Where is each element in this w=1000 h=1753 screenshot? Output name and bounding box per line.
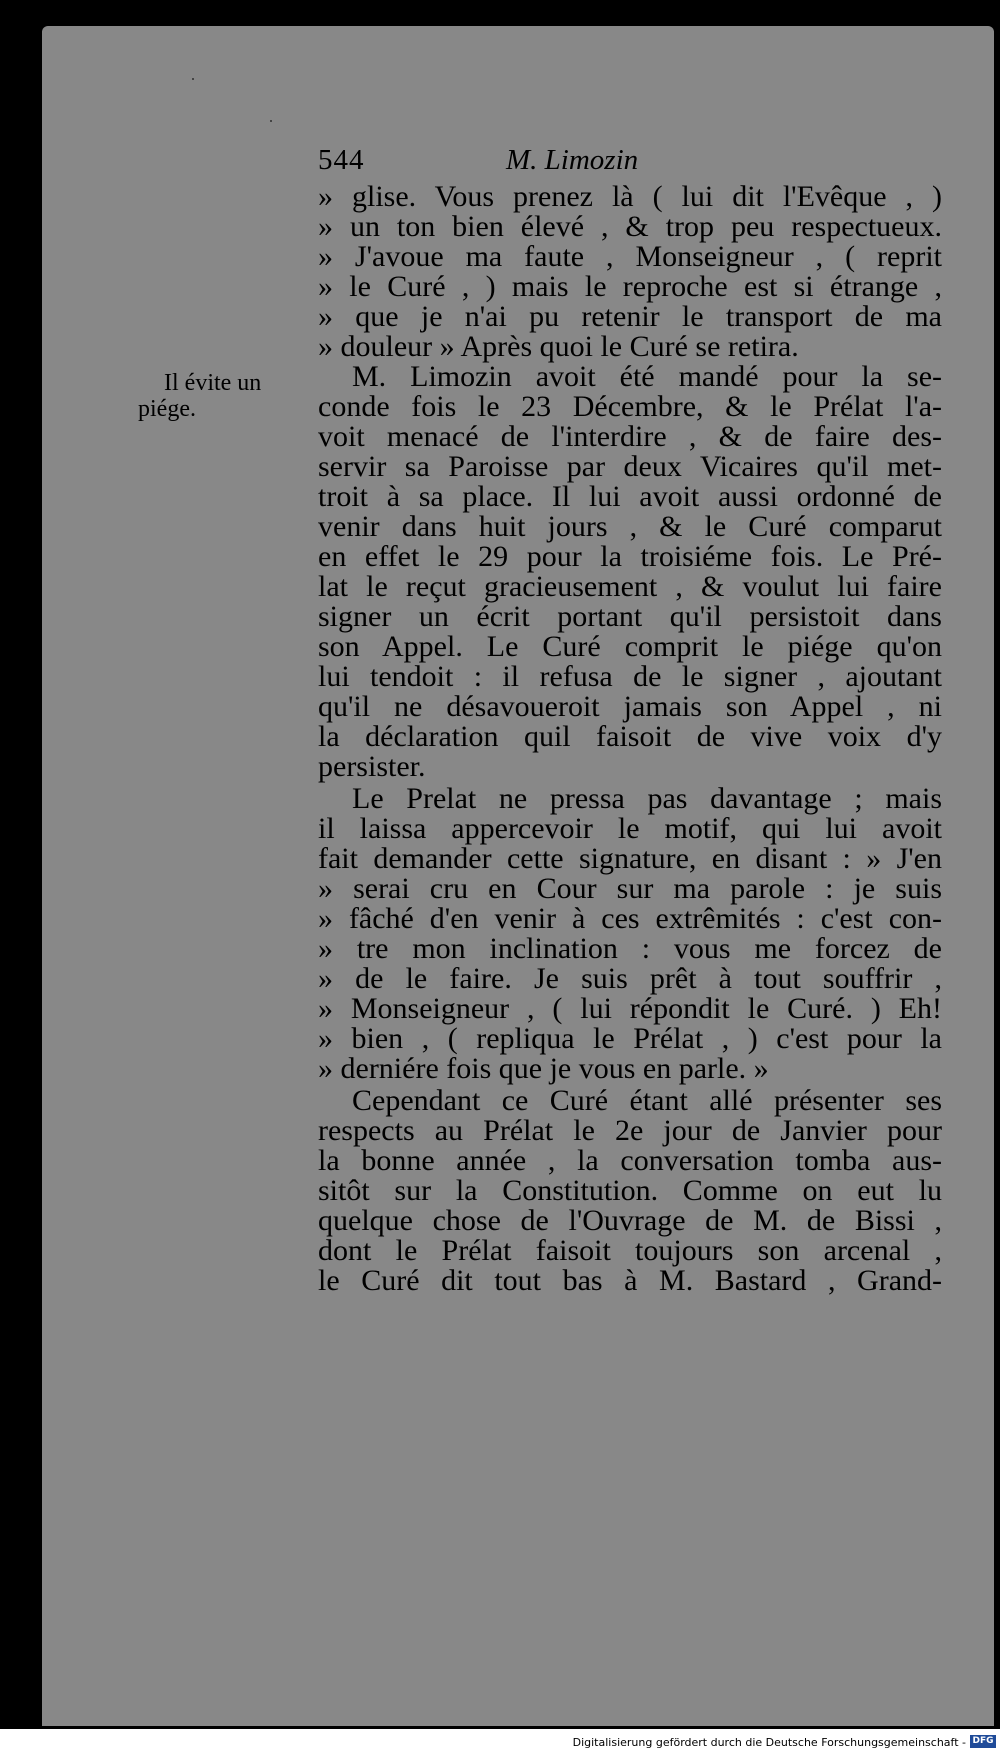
text-line: en effet le 29 pour la troisiéme fois. Le Pré- (318, 540, 942, 573)
margin-note-line-1: Il évite un (164, 370, 262, 396)
text-line: » glise. Vous prenez là ( lui dit l'Evêque , ) (318, 180, 942, 213)
text-line: conde fois le 23 Décembre, & le Prélat l'a- (318, 390, 942, 423)
text-line: la bonne année , la conversation tomba aus- (318, 1144, 942, 1177)
text-line: qu'il ne désavoueroit jamais son Appel , ni (318, 690, 942, 723)
text-line: il laissa appercevoir le motif, qui lui avoit (318, 812, 942, 845)
text-line: respects au Prélat le 2e jour de Janvier pour (318, 1114, 942, 1147)
text-line: fait demander cette signature, en disant : » J'en (318, 842, 942, 875)
text-line: M. Limozin avoit été mandé pour la se- (352, 360, 942, 393)
text-line: Cependant ce Curé étant allé présenter ses (352, 1084, 942, 1117)
scanned-page (42, 26, 994, 1726)
text-line: » serai cru en Cour sur ma parole : je suis (318, 872, 942, 905)
text-line: » J'avoue ma faute , Monseigneur , ( reprit (318, 240, 942, 273)
text-line: » un ton bien élevé , & trop peu respectueux. (318, 210, 942, 243)
text-line: » bien , ( repliqua le Prélat , ) c'est pour la (318, 1022, 942, 1055)
dfg-logo: DFG (970, 1735, 996, 1748)
text-line: quelque chose de l'Ouvrage de M. de Bissi , (318, 1204, 942, 1237)
text-line: » derniére fois que je vous en parle. » (318, 1052, 769, 1085)
text-line: venir dans huit jours , & le Curé comparut (318, 510, 942, 543)
footer-credit: Digitalisierung gefördert durch die Deutsche Forschungsgemeinschaft - (572, 1736, 966, 1749)
text-line: servir sa Paroisse par deux Vicaires qu'il met- (318, 450, 942, 483)
text-line: lui tendoit : il refusa de le signer , ajoutant (318, 660, 942, 693)
digitization-footer (0, 1729, 1000, 1753)
text-line: dont le Prélat faisoit toujours son arcenal , (318, 1234, 942, 1267)
margin-note-line-2: piége. (138, 396, 196, 422)
text-line: troit à sa place. Il lui avoit aussi ordonné de (318, 480, 942, 513)
text-line: voit menacé de l'interdire , & de faire des- (318, 420, 942, 453)
text-line: Le Prelat ne pressa pas davantage ; mais (352, 782, 942, 815)
scan-speck (192, 78, 194, 80)
text-line: » de le faire. Je suis prêt à tout souffrir , (318, 962, 942, 995)
text-line: signer un écrit portant qu'il persistoit dans (318, 600, 942, 633)
text-line: sitôt sur la Constitution. Comme on eut lu (318, 1174, 942, 1207)
running-title: M. Limozin (506, 144, 639, 176)
scan-speck (270, 120, 272, 122)
text-line: » le Curé , ) mais le reproche est si étrange , (318, 270, 942, 303)
page-number: 544 (318, 144, 365, 176)
text-line: le Curé dit tout bas à M. Bastard , Grand- (318, 1264, 942, 1297)
text-line: » douleur » Après quoi le Curé se retira. (318, 330, 799, 363)
text-line: la déclaration quil faisoit de vive voix d'y (318, 720, 942, 753)
text-line: » que je n'ai pu retenir le transport de ma (318, 300, 942, 333)
text-line: lat le reçut gracieusement , & voulut lui faire (318, 570, 942, 603)
text-line: persister. (318, 750, 426, 783)
text-line: » tre mon inclination : vous me forcez de (318, 932, 942, 965)
text-line: » Monseigneur , ( lui répondit le Curé. ) Eh! (318, 992, 942, 1025)
text-line: son Appel. Le Curé comprit le piége qu'on (318, 630, 942, 663)
text-line: » fâché d'en venir à ces extrêmités : c'est con- (318, 902, 942, 935)
